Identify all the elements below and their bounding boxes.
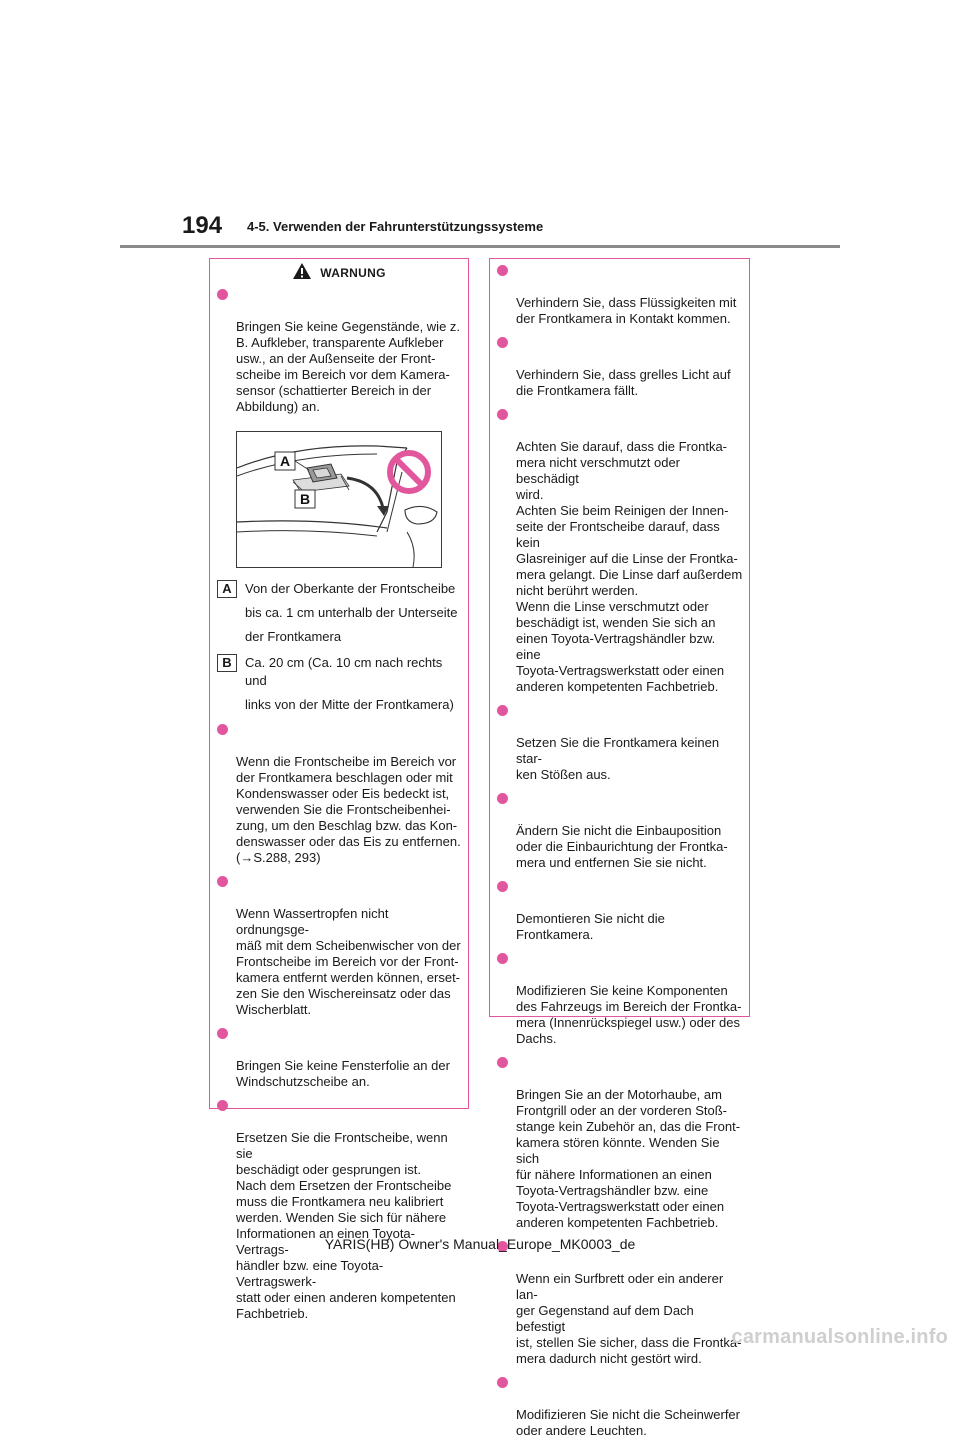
- warning-box-right: [489, 258, 750, 1438]
- header-rule: [120, 245, 840, 248]
- bullet-icon: [217, 876, 228, 887]
- bullet-icon: [217, 1028, 228, 1039]
- windshield-camera-illustration: [236, 431, 442, 568]
- section-title: 4-5. Verwenden der Fahrunterstützungssysteme: [247, 219, 544, 234]
- warning-triangle-icon: [292, 262, 312, 284]
- legend-row-a: A Von der Oberkante der Frontscheibe bis ca. 1 cm unterhalb der Unterseite der Frontkamera: [217, 580, 462, 646]
- list-item: Bringen Sie an der Motorhaube, am Frontgrill oder an der vorderen Stoß- stange kein Zubehör an, das die Front- kamera stören könnte. Wenden Sie sich für nähere Informationen an einen Toyota-Vertragshändler bzw. eine Toyota-Vertragswerkstatt oder einen anderen kompetenten Fachbetrieb.: [497, 1055, 743, 1231]
- bullet-icon: [497, 1377, 508, 1388]
- bullet-icon: [497, 881, 508, 892]
- legend-tag-a: A: [217, 580, 237, 598]
- list-item: Setzen Sie die Frontkamera keinen star- ken Stößen aus.: [497, 703, 743, 783]
- bullet-icon: [497, 793, 508, 804]
- figure-legend: [217, 580, 462, 714]
- bullet-icon: [497, 337, 508, 348]
- list-item: Wenn Wassertropfen nicht ordnungsge- mäß mit dem Scheibenwischer von der Frontscheibe im Bereich vor der Front- kamera entfernt werden können, erset- zen Sie den Wischereinsatz oder das Wischerblatt.: [217, 874, 462, 1018]
- figure-label-a: A: [279, 453, 291, 469]
- list-item: Bringen Sie keine Gegenstände, wie z. B. Aufkleber, transparente Aufkleber usw., an der Außenseite der Front- scheibe im Bereich vor dem Kamera- sensor (schattierter Bereich in der Abbildung) an.: [217, 287, 462, 415]
- list-item: Bringen Sie keine Fensterfolie an der Windschutzscheibe an.: [217, 1026, 462, 1090]
- list-item: Ändern Sie nicht die Einbauposition oder die Einbaurichtung der Frontka- mera und entfernen Sie sie nicht.: [497, 791, 743, 871]
- bullet-icon: [497, 705, 508, 716]
- bullet-icon: [217, 1100, 228, 1111]
- list-item: Ersetzen Sie die Frontscheibe, wenn sie beschädigt oder gesprungen ist. Nach dem Ersetzen der Frontscheibe muss die Frontkamera neu kalibriert werden. Wenden Sie sich für nähere Informationen an einen Toyota-Vertrags- händler bzw. eine Toyota-Vertragswerk- statt oder einen anderen kompetenten Fachbetrieb.: [217, 1098, 462, 1322]
- list-item: Modifizieren Sie keine Komponenten des Fahrzeugs im Bereich der Frontka- mera (Innenrückspiegel usw.) oder des Dachs.: [497, 951, 743, 1047]
- bullet-icon: [217, 724, 228, 735]
- bullet-icon: [217, 289, 228, 300]
- warning-header: [210, 259, 468, 287]
- list-item: Demontieren Sie nicht die Frontkamera.: [497, 879, 743, 943]
- page-number: 194: [182, 212, 223, 239]
- list-item: Wenn die Frontscheibe im Bereich vor der Frontkamera beschlagen oder mit Kondenswasser oder Eis bedeckt ist, verwenden Sie die Frontscheibenhei- zung, um den Beschlag bzw. das Kon- denswasser oder das Eis zu entfernen. (→S.288, 293): [217, 722, 462, 866]
- list-item: Achten Sie darauf, dass die Frontka- mera nicht verschmutzt oder beschädigt wird. Achten Sie beim Reinigen der Innen- seite der Frontscheibe darauf, dass kein Glasreiniger auf die Linse der Frontka- mera gelangt. Die Linse darf außerdem nicht berührt werden. Wenn die Linse verschmutzt oder beschädigt ist, wenden Sie sich an einen Toyota-Vertragshändler bzw. eine Toyota-Vertragswerkstatt oder einen anderen kompetenten Fachbetrieb.: [497, 407, 743, 695]
- list-item: Verhindern Sie, dass Flüssigkeiten mit der Frontkamera in Kontakt kommen.: [497, 263, 743, 327]
- warning-title: WARNUNG: [320, 266, 386, 280]
- list-item: Wenn ein Surfbrett oder ein anderer lan- ger Gegenstand auf dem Dach befestigt ist, stellen Sie sicher, dass die Frontka- mera dadurch nicht gestört wird.: [497, 1239, 743, 1367]
- bullet-icon: [497, 409, 508, 420]
- watermark[interactable]: carmanualsonline.info: [731, 1326, 948, 1348]
- page-footer: YARIS(HB) Owner's Manual_Europe_MK0003_de: [324, 1236, 636, 1252]
- bullet-icon: [497, 265, 508, 276]
- list-item: Modifizieren Sie nicht die Scheinwerfer oder andere Leuchten.: [497, 1375, 743, 1439]
- windshield-diagram: [237, 432, 441, 567]
- bullet-icon: [497, 953, 508, 964]
- figure-label-b: B: [299, 491, 311, 507]
- legend-tag-b: B: [217, 654, 237, 672]
- legend-row-b: B Ca. 20 cm (Ca. 10 cm nach rechts und links von der Mitte der Frontkamera): [217, 654, 462, 714]
- bullet-icon: [497, 1057, 508, 1068]
- warning-box-left: [209, 258, 469, 1321]
- list-item: Verhindern Sie, dass grelles Licht auf die Frontkamera fällt.: [497, 335, 743, 399]
